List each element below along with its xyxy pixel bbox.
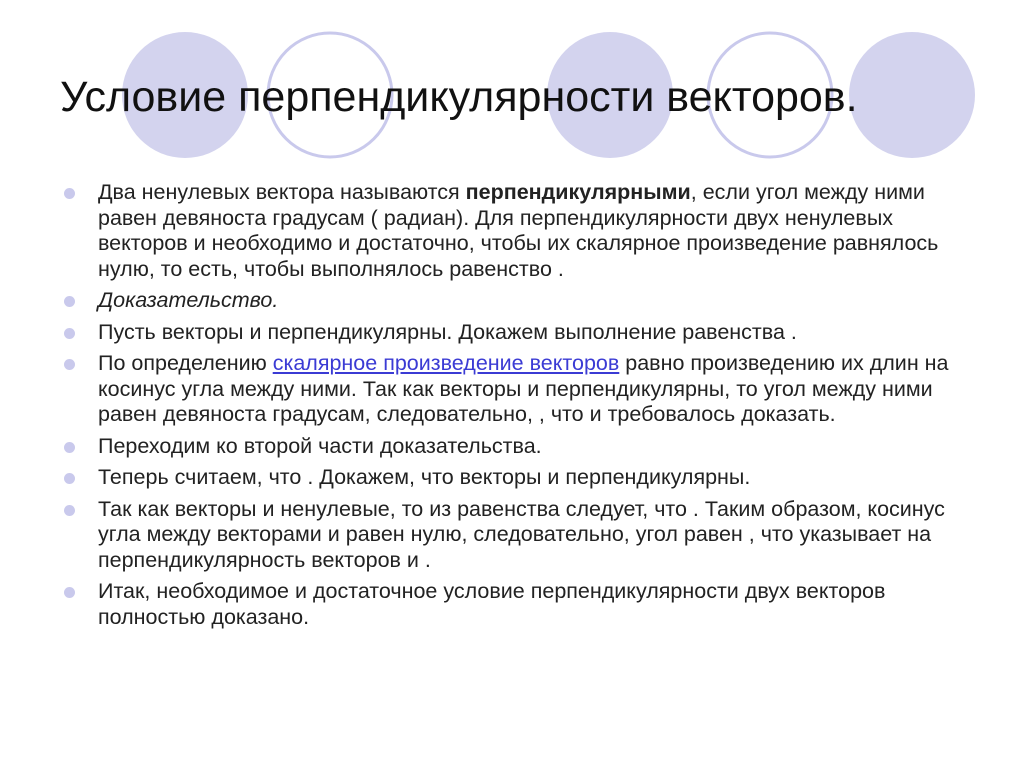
bullet-dot-icon	[64, 587, 75, 598]
dot-product-link[interactable]: скалярное произведение векторов	[272, 351, 620, 375]
bullet-dot-icon	[64, 442, 75, 453]
bullet-dot-icon	[64, 473, 75, 484]
bullet-dot-icon	[64, 328, 75, 339]
bullet-text: , если угол между ними равен девяноста градусам ( радиан). Для перпендикулярности двух ненулевых векторов и необходимо и достаточно, чтобы их скалярное произведение равнялось нулю, то есть, чтобы выполнялось равенство .	[98, 180, 939, 281]
bullet-text: Пусть векторы и перпендикулярны. Докажем выполнение равенства .	[98, 319, 797, 344]
bullet-text: Так как векторы и ненулевые, то из равенства следует, что . Таким образом, косинус угла между векторами и равен нулю, следовательно, угол равен , что указывает на перпендикулярность векторов и .	[98, 496, 945, 572]
proof-heading: Доказательство.	[98, 288, 279, 312]
bullet-item-definition	[60, 180, 960, 282]
bullet-text: Теперь считаем, что . Докажем, что векторы и перпендикулярны.	[98, 465, 751, 489]
bullet-list	[60, 180, 960, 636]
bold-term: перпендикулярными	[465, 180, 691, 204]
bullet-item-proof-heading	[60, 288, 960, 314]
slide-title: Условие перпендикулярности векторов.	[60, 73, 858, 121]
bullet-text: Два ненулевых вектора называются	[98, 180, 466, 204]
bullet-item-conclusion	[60, 579, 960, 630]
bullet-dot-icon	[64, 296, 75, 307]
bullet-dot-icon	[64, 505, 75, 516]
bullet-item	[60, 320, 960, 346]
bullet-item-with-link	[60, 351, 960, 428]
bullet-text: По определению	[98, 351, 273, 375]
bullet-dot-icon	[64, 188, 75, 199]
bullet-text: Переходим ко второй части доказательства.	[98, 433, 542, 458]
bullet-text: Итак, необходимое и достаточное условие перпендикулярности двух векторов полностью доказано.	[98, 579, 886, 629]
bullet-text: равно произведению их длин на косинус угла между ними. Так как векторы и перпендикулярны, то угол между ними равен девяноста градусам, следовательно, , что и требовалось доказать.	[98, 351, 949, 426]
bullet-item	[60, 465, 960, 491]
bullet-item	[60, 497, 960, 574]
bullet-item	[60, 434, 960, 460]
bullet-dot-icon	[64, 359, 75, 370]
